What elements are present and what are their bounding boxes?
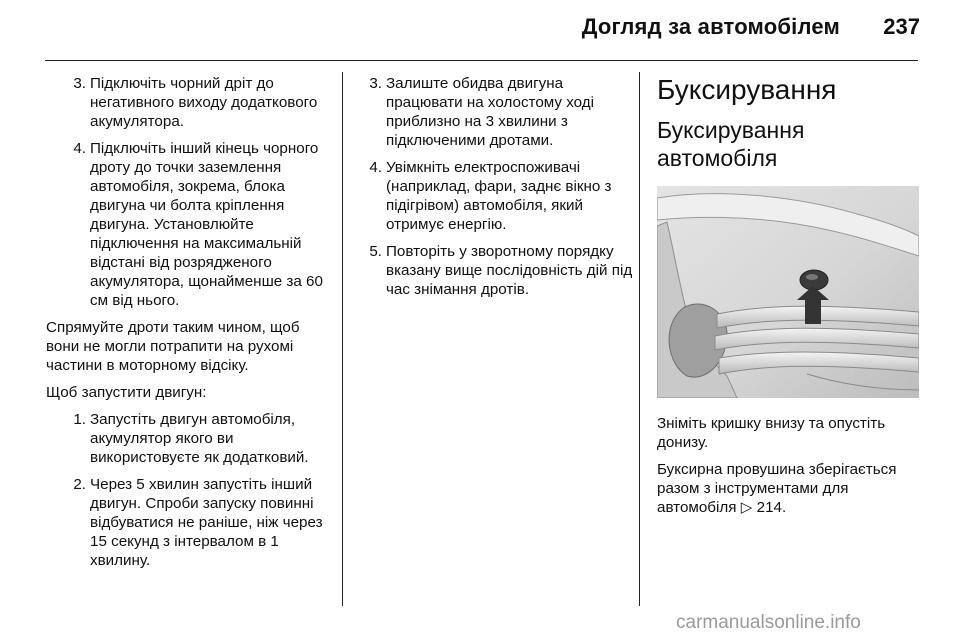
- paragraph: [657, 460, 922, 517]
- list-text: Запустіть двигун автомобіля, акумулятор якого ви використовуєте як додатковий.: [90, 411, 309, 466]
- page-reference-icon: ▷: [740, 499, 753, 516]
- page-reference[interactable]: 214.: [756, 499, 787, 516]
- list-item: [66, 475, 332, 570]
- list-number: 5.: [369, 243, 382, 260]
- list-number: 2.: [73, 476, 86, 493]
- list-number: 4.: [73, 140, 86, 157]
- page-title: Догляд за автомобілем: [581, 14, 840, 39]
- list-text: Увімкніть електроспоживачі (наприклад, фари, заднє вікно з підігрівом) автомобіля, який отримує енергію.: [386, 159, 612, 233]
- watermark: carmanualsonline.info: [676, 612, 861, 633]
- column-divider: [342, 72, 343, 606]
- list-number: 3.: [73, 75, 86, 92]
- column-divider: [639, 72, 640, 606]
- subsection-heading: Буксирування автомобіля: [657, 117, 805, 171]
- paragraph: Спрямуйте дроти таким чином, щоб вони не могли потрапити на рухомі частини в моторному відсіку.: [46, 319, 300, 374]
- bumper-illustration: [657, 186, 919, 398]
- list-number: 3.: [369, 75, 382, 92]
- list-item: [66, 410, 332, 467]
- paragraph: Щоб запустити двигун:: [46, 384, 207, 401]
- header-divider: [45, 60, 918, 61]
- list-item: [362, 158, 634, 234]
- column-right: [657, 74, 922, 525]
- list-number: 1.: [73, 411, 86, 428]
- column-left: [46, 74, 332, 578]
- column-middle: [362, 74, 634, 307]
- list-item: [362, 242, 634, 299]
- list-text: Через 5 хвилин запустіть інший двигун. Спроби запуску повинні відбуватися не раніше, ніж через 15 секунд з інтервалом в 1 хвилину.: [90, 476, 323, 569]
- list-item: [66, 74, 332, 131]
- list-text: Підключіть інший кінець чорного дроту до точки заземлення автомобіля, зокрема, блока двигуна чи болта кріплення двигуна. Установлюйте підключення на максимальній відстані від розрядженого акумулятора, щонайменше за 60 см від нього.: [90, 140, 323, 309]
- list-item: [66, 139, 332, 310]
- list-number: 4.: [369, 159, 382, 176]
- section-heading: Буксирування: [657, 74, 837, 105]
- paragraph-text: Буксирна провушина зберігається разом з інструментами для автомобіля: [657, 461, 897, 516]
- page-number: 237: [883, 14, 920, 39]
- list-text: Залиште обидва двигуна працювати на холостому ході приблизно на 3 хвилини з підключеними дротами.: [386, 75, 594, 149]
- list-text: Повторіть у зворотному порядку вказану вище послідовність дій під час знімання дротів.: [386, 243, 633, 298]
- list-text: Підключіть чорний дріт до негативного виходу додаткового акумулятора.: [90, 75, 318, 130]
- list-item: [362, 74, 634, 150]
- paragraph: Зніміть кришку внизу та опустіть донизу.: [657, 415, 886, 451]
